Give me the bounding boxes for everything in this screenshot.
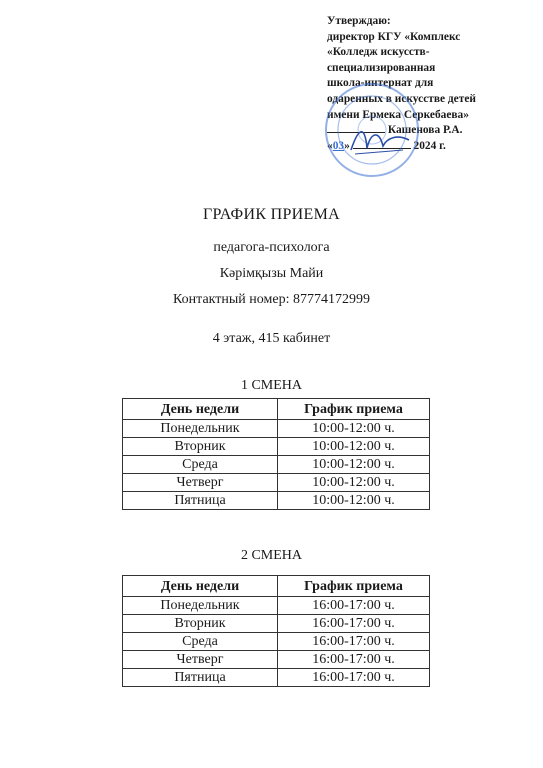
- table-row: [123, 420, 430, 438]
- page-title: ГРАФИК ПРИЕМА: [203, 206, 340, 223]
- day-cell: Вторник: [123, 438, 278, 456]
- office-location: 4 этаж, 415 кабинет: [212, 331, 331, 346]
- day-cell: Понедельник: [123, 597, 278, 615]
- table-row: [123, 669, 430, 687]
- time-cell: 10:00-12:00 ч.: [278, 474, 430, 492]
- table-row: [123, 492, 430, 510]
- time-cell: 16:00-17:00 ч.: [278, 597, 430, 615]
- approval-line: «Колледж искусств-: [327, 46, 430, 59]
- time-cell: 16:00-17:00 ч.: [278, 651, 430, 669]
- person-name: Кәрімқызы Майи: [219, 266, 324, 281]
- shift-2-title: 2 СМЕНА: [240, 548, 303, 563]
- day-cell: Среда: [123, 633, 278, 651]
- time-cell: 10:00-12:00 ч.: [278, 492, 430, 510]
- day-cell: Четверг: [123, 651, 278, 669]
- day-cell: Среда: [123, 456, 278, 474]
- approval-line: одаренных в искусстве детей: [327, 92, 476, 105]
- time-cell: 10:00-12:00 ч.: [278, 420, 430, 438]
- time-cell: 16:00-17:00 ч.: [278, 615, 430, 633]
- table-row: [123, 474, 430, 492]
- day-cell: Четверг: [123, 474, 278, 492]
- approval-line: школа-интернат для: [327, 77, 434, 90]
- table-header-row: [123, 576, 430, 597]
- signatory-name: Кашенова Р.А.: [387, 124, 463, 137]
- table-row: [123, 597, 430, 615]
- date-year: 2024 г.: [413, 139, 446, 152]
- approval-line: Утверждаю:: [327, 15, 391, 27]
- time-cell: 16:00-17:00 ч.: [278, 633, 430, 651]
- date-day: 03: [332, 139, 345, 152]
- day-cell: Пятница: [123, 492, 278, 510]
- signature-icon: [345, 120, 415, 160]
- time-cell: 10:00-12:00 ч.: [278, 456, 430, 474]
- day-cell: Вторник: [123, 615, 278, 633]
- day-cell: Понедельник: [123, 420, 278, 438]
- approval-date: «03» 2024 г.: [327, 139, 446, 152]
- column-header-day: День недели: [123, 576, 278, 597]
- approval-line: имени Ермека Серкебаева»: [327, 108, 469, 121]
- table-row: [123, 615, 430, 633]
- column-header-time: График приема: [278, 576, 430, 597]
- table-row: [123, 456, 430, 474]
- time-cell: 16:00-17:00 ч.: [278, 669, 430, 687]
- approval-line: директор КГУ «Комплекс: [327, 30, 461, 43]
- column-header-time: График приема: [278, 399, 430, 420]
- position-title: педагога-психолога: [213, 240, 330, 255]
- table-row: [123, 633, 430, 651]
- shift-1-table: [122, 398, 430, 510]
- table-header-row: [123, 399, 430, 420]
- shift-2-table: [122, 575, 430, 687]
- time-cell: 10:00-12:00 ч.: [278, 438, 430, 456]
- day-cell: Пятница: [123, 669, 278, 687]
- column-header-day: День недели: [123, 399, 278, 420]
- shift-1-title: 1 СМЕНА: [240, 378, 303, 393]
- contact-number: Контактный номер: 87774172999: [173, 292, 370, 307]
- table-row: [123, 651, 430, 669]
- approval-line: специализированная: [327, 61, 436, 74]
- table-row: [123, 438, 430, 456]
